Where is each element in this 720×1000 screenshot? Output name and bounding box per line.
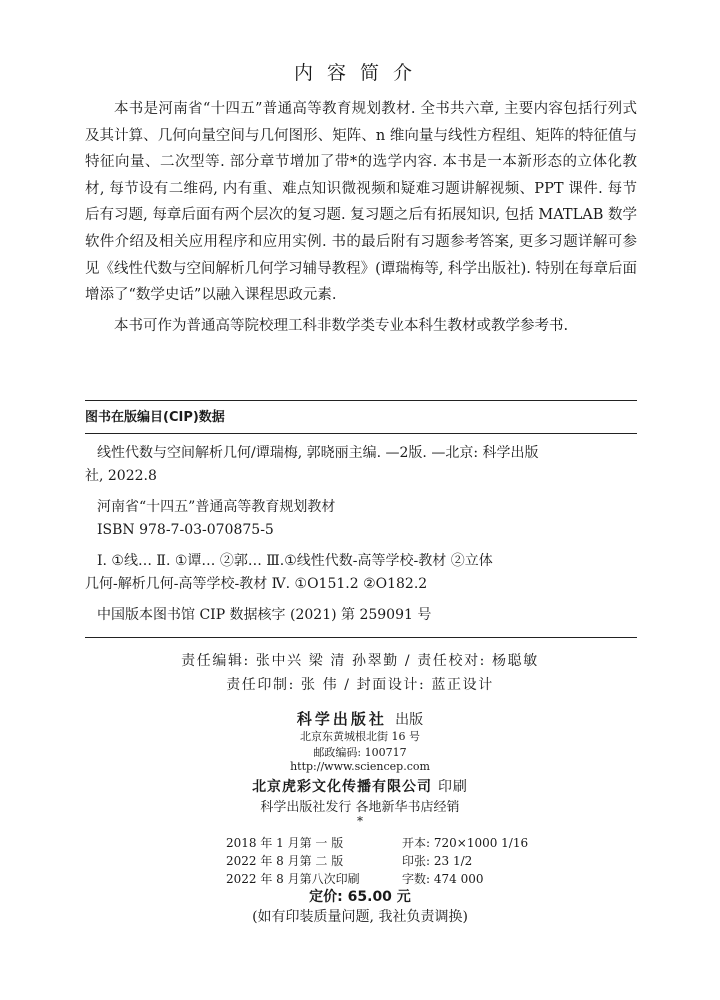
staff-line-production: 责任印制: 张 伟 / 封面设计: 蓝正设计	[226, 677, 494, 693]
distribution-line: 科学出版社发行 各地新华书店经销	[260, 800, 460, 815]
cip-line: 社, 2022.8	[85, 468, 157, 484]
publisher-name: 科学出版社	[296, 710, 387, 728]
publisher-postcode: 邮政编码: 100717	[313, 746, 407, 759]
intro-paragraph-2: 本书可作为普通高等院校理工科非数学类专业本科生教材或教学参考书.	[114, 317, 569, 334]
staff-line-editors: 责任编辑: 张中兴 梁 清 孙翠勤 / 责任校对: 杨聪敏	[181, 653, 539, 669]
edition-spec: 字数: 474 000	[402, 872, 484, 886]
cip-heading-rule	[85, 433, 637, 434]
separator-star: *	[357, 814, 363, 828]
price-label: 定价: 65.00 元	[309, 889, 411, 905]
quality-note: (如有印装质量问题, 我社负责调换)	[252, 909, 468, 925]
edition-row	[226, 834, 626, 852]
edition-table	[226, 834, 626, 888]
edition-spec: 印张: 23 1/2	[402, 854, 473, 868]
edition-spec: 开本: 720×1000 1/16	[402, 836, 529, 850]
printer-suffix: 印刷	[437, 779, 468, 795]
cip-line: 河南省“十四五”普通高等教育规划教材	[97, 499, 336, 515]
cip-block	[85, 400, 637, 638]
intro-title: 内容简介	[293, 62, 426, 84]
edition-date: 2022 年 8 月第 二 版	[226, 854, 344, 868]
cip-heading: 图书在版编目(CIP)数据	[85, 410, 225, 425]
printer-name: 北京虎彩文化传播有限公司	[252, 779, 433, 795]
edition-date: 2022 年 8 月第八次印刷	[226, 872, 360, 886]
cip-record-number: 中国版本图书馆 CIP 数据核字 (2021) 第 259091 号	[97, 607, 432, 623]
cip-line: Ⅰ. ①线… Ⅱ. ①谭… ②郭… Ⅲ.①线性代数-高等学校-教材 ②立体	[97, 553, 493, 569]
publisher-address: 北京东黄城根北街 16 号	[300, 730, 420, 743]
cip-line: 线性代数与空间解析几何/谭瑞梅, 郭晓丽主编. —2版. —北京: 科学出版	[97, 445, 539, 461]
intro-paragraph-1: 本书是河南省“十四五”普通高等教育规划教材. 全书共六章, 主要内容包括行列式及其计算、几何向量空间与几何图形、矩阵、n 维向量与线性方程组、矩阵的特征值与特征向量、二次型等. 部分章节增加了带*的选学内容. 本书是一本新形态的立体化教材, 每节设有二维码, 内有重、难点知识微视频和疑难习题讲解视频、PPT 课件. 每节后有习题, 每章后面有两个层次的复习题. 复习题之后有拓展知识, 包括 MATLAB 数学软件介绍及相关应用程序和应用实例. 书的最后附有习题参考答案, 更多习题详解可参见《线性代数与空间解析几何学习辅导教程》(谭瑞梅等, 科学出版社). 特别在每章后面增添了“数学史话”以融入课程思政元素.	[85, 101, 637, 304]
cip-line: 几何-解析几何-高等学校-教材 Ⅳ. ①O151.2 ②O182.2	[85, 576, 428, 592]
cip-top-rule	[85, 400, 637, 401]
intro-text	[85, 96, 637, 339]
cip-bottom-rule	[85, 637, 637, 638]
edition-date: 2018 年 1 月第 一 版	[226, 836, 344, 850]
printer-line	[0, 776, 720, 796]
publisher-line	[0, 708, 720, 729]
publisher-suffix: 出版	[395, 712, 424, 728]
edition-row	[226, 852, 626, 870]
publisher-url: http://www.sciencep.com	[290, 760, 430, 773]
cip-isbn: ISBN 978-7-03-070875-5	[97, 522, 274, 538]
